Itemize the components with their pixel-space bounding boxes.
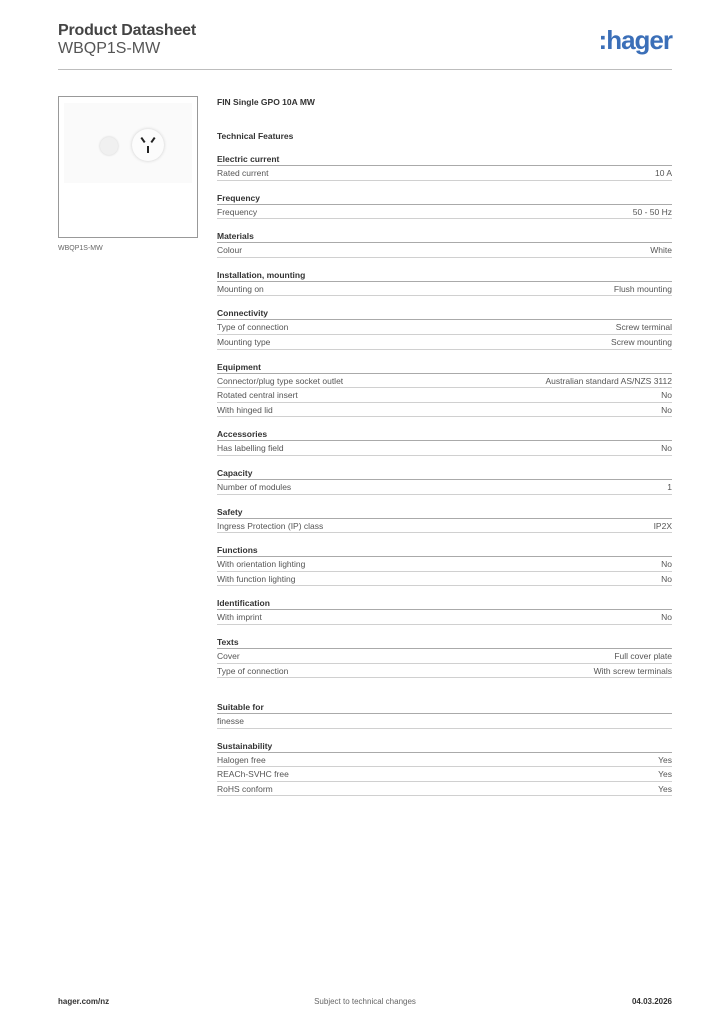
socket-pin-earth bbox=[147, 146, 149, 153]
spec-row bbox=[217, 335, 672, 350]
spec-row bbox=[217, 572, 672, 587]
spec-value: No bbox=[661, 573, 672, 584]
product-image bbox=[64, 103, 192, 183]
spec-value: Screw mounting bbox=[611, 336, 672, 347]
spec-value: No bbox=[661, 612, 672, 623]
spec-value: Full cover plate bbox=[614, 650, 672, 661]
spec-row bbox=[217, 519, 672, 534]
spec-group bbox=[217, 268, 672, 297]
spec-label: Mounting on bbox=[217, 283, 264, 294]
spec-value: 1 bbox=[667, 481, 672, 492]
product-name: FIN Single GPO 10A MW bbox=[217, 97, 315, 107]
spec-group bbox=[217, 191, 672, 220]
spec-row bbox=[217, 243, 672, 258]
spec-group bbox=[217, 427, 672, 456]
spec-value: With screw terminals bbox=[593, 665, 672, 676]
spec-label: finesse bbox=[217, 716, 244, 727]
spec-group-title: Frequency bbox=[217, 191, 672, 205]
spec-group-title: Sustainability bbox=[217, 739, 672, 753]
footer-website-link[interactable]: hager.com/nz bbox=[58, 997, 110, 1006]
spec-label: Ingress Protection (IP) class bbox=[217, 520, 324, 531]
product-image-frame bbox=[58, 96, 198, 238]
spec-group-title: Capacity bbox=[217, 466, 672, 480]
spec-value: Australian standard AS/NZS 3112 bbox=[545, 375, 672, 386]
spec-label: With hinged lid bbox=[217, 404, 273, 415]
spec-label: Has labelling field bbox=[217, 443, 284, 454]
switch-rocker bbox=[100, 137, 118, 155]
footer-notice: Subject to technical changes bbox=[314, 997, 416, 1006]
spec-group-title: Accessories bbox=[217, 427, 672, 441]
spec-row bbox=[217, 610, 672, 625]
spec-value: Flush mounting bbox=[613, 283, 672, 294]
spec-row bbox=[217, 557, 672, 572]
spec-label: Type of connection bbox=[217, 665, 289, 676]
footer-date: 04.03.2026 bbox=[631, 997, 672, 1006]
spec-label: Colour bbox=[217, 245, 243, 256]
spec-section bbox=[217, 95, 672, 806]
spec-label: Rotated central insert bbox=[217, 390, 298, 401]
spec-row bbox=[217, 205, 672, 220]
spec-row bbox=[217, 388, 672, 403]
spec-row bbox=[217, 441, 672, 456]
spec-row bbox=[217, 282, 672, 297]
spec-group-title: Installation, mounting bbox=[217, 268, 672, 282]
spec-group-title: Suitable for bbox=[217, 700, 672, 714]
spec-group-suitable bbox=[217, 700, 672, 729]
spec-value: 50 - 50 Hz bbox=[632, 206, 672, 217]
spec-value: Screw terminal bbox=[615, 322, 672, 333]
spec-row bbox=[217, 649, 672, 664]
spec-groups bbox=[217, 152, 672, 678]
spec-label: With imprint bbox=[217, 612, 262, 623]
spec-label: Mounting type bbox=[217, 336, 271, 347]
page-header bbox=[58, 22, 672, 70]
spec-label: REACh-SVHC free bbox=[217, 769, 289, 780]
spec-group-title: Electric current bbox=[217, 152, 672, 166]
spec-label: Type of connection bbox=[217, 322, 289, 333]
page-footer bbox=[58, 997, 672, 1011]
spec-row bbox=[217, 782, 672, 797]
spec-group bbox=[217, 505, 672, 534]
spec-group bbox=[217, 360, 672, 418]
spec-value: White bbox=[650, 245, 672, 256]
spec-row bbox=[217, 767, 672, 782]
page-title: Product Datasheet bbox=[58, 22, 196, 39]
spec-value: No bbox=[661, 443, 672, 454]
hager-logo: :hager bbox=[598, 25, 672, 55]
spec-label: Number of modules bbox=[217, 481, 292, 492]
spec-group-title: Functions bbox=[217, 543, 672, 557]
spec-value: No bbox=[661, 404, 672, 415]
spec-row bbox=[217, 403, 672, 418]
spec-group-sustainability bbox=[217, 739, 672, 797]
socket-pin-active bbox=[140, 137, 145, 143]
spec-value: Yes bbox=[658, 783, 672, 794]
spec-group-title: Identification bbox=[217, 596, 672, 610]
spec-label: Connector/plug type socket outlet bbox=[217, 375, 344, 386]
spec-value: No bbox=[661, 390, 672, 401]
spec-group bbox=[217, 596, 672, 625]
spec-label: Cover bbox=[217, 650, 240, 661]
spec-group-title: Texts bbox=[217, 635, 672, 649]
spec-label: RoHS conform bbox=[217, 783, 273, 794]
spec-value: Yes bbox=[658, 754, 672, 765]
spec-group bbox=[217, 466, 672, 495]
spec-label: With function lighting bbox=[217, 573, 296, 584]
spec-group bbox=[217, 229, 672, 258]
spec-group bbox=[217, 635, 672, 678]
spec-row bbox=[217, 480, 672, 495]
spec-label: Frequency bbox=[217, 206, 258, 217]
socket-outlet bbox=[132, 129, 164, 161]
spec-row bbox=[217, 374, 672, 389]
socket-pin-neutral bbox=[150, 137, 155, 143]
spec-label: With orientation lighting bbox=[217, 559, 306, 570]
spec-group-title: Equipment bbox=[217, 360, 672, 374]
product-code: WBQP1S-MW bbox=[58, 40, 161, 57]
spec-row bbox=[217, 714, 672, 729]
spec-row bbox=[217, 320, 672, 335]
spec-group bbox=[217, 152, 672, 181]
spec-group-title: Materials bbox=[217, 229, 672, 243]
spec-value: No bbox=[661, 559, 672, 570]
technical-features-heading: Technical Features bbox=[217, 131, 294, 141]
spec-group bbox=[217, 306, 672, 349]
spec-group-title: Safety bbox=[217, 505, 672, 519]
spec-label: Halogen free bbox=[217, 754, 266, 765]
spec-row bbox=[217, 753, 672, 768]
product-image-caption: WBQP1S-MW bbox=[58, 245, 103, 252]
spec-group-title: Connectivity bbox=[217, 306, 672, 320]
spec-row bbox=[217, 664, 672, 679]
spec-label: Rated current bbox=[217, 168, 269, 178]
spec-value: IP2X bbox=[653, 520, 672, 531]
spec-group bbox=[217, 543, 672, 586]
spec-row bbox=[217, 166, 672, 181]
spec-value: Yes bbox=[658, 769, 672, 780]
spec-value: 10 A bbox=[654, 168, 672, 178]
